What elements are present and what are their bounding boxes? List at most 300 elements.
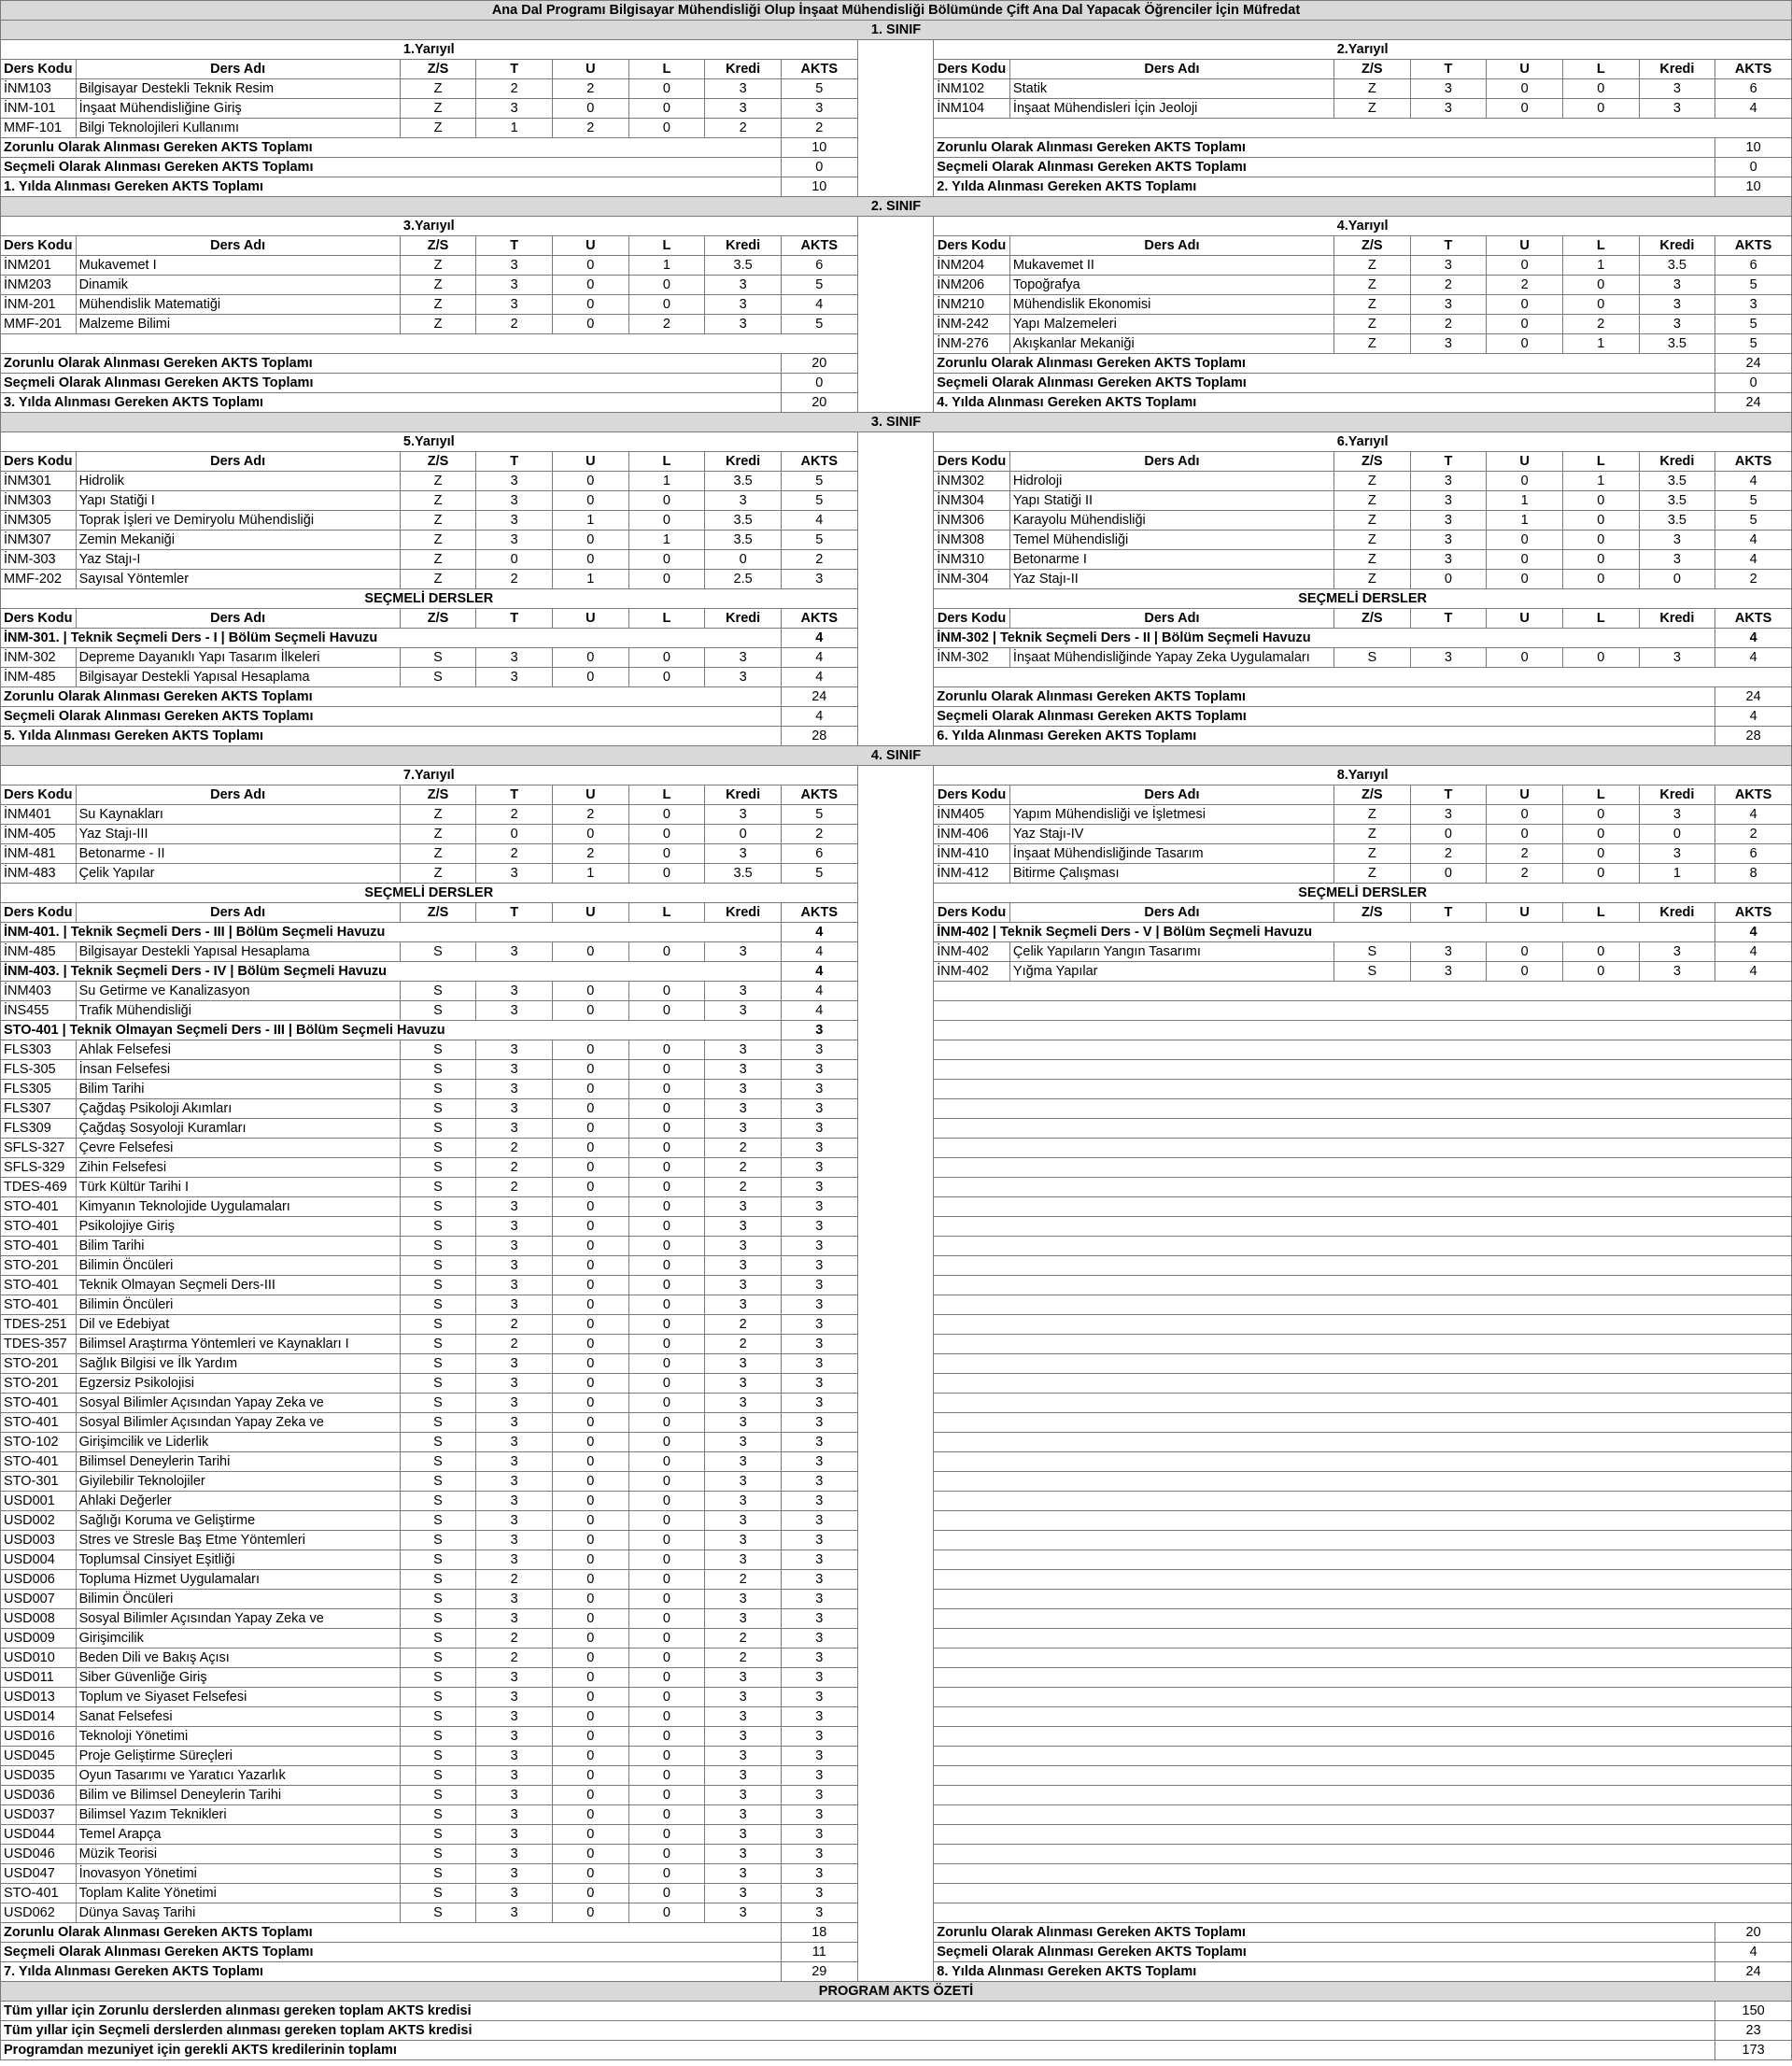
course-code: STO-102: [1, 1433, 77, 1452]
course-name: Oyun Tasarımı ve Yaratıcı Yazarlık: [76, 1766, 400, 1786]
column-header: Ders Kodu: [934, 785, 1010, 805]
akts: 3: [781, 1903, 857, 1923]
practice-hours: 0: [552, 1452, 628, 1472]
column-header: Ders Kodu: [1, 609, 77, 629]
sheet-row: [1, 60, 1792, 79]
theory-hours: 3: [1410, 99, 1487, 119]
theory-hours: 3: [476, 1276, 553, 1295]
lab-hours: 0: [628, 511, 705, 531]
course-type: S: [400, 1256, 476, 1276]
column-header: AKTS: [1715, 452, 1792, 472]
summary-label: Tüm yıllar için Seçmeli derslerden alınması gereken toplam AKTS kredisi: [1, 2021, 1715, 2041]
practice-hours: 0: [552, 1550, 628, 1570]
semester-title: 7.Yarıyıl: [1, 766, 858, 785]
akts: 5: [781, 472, 857, 491]
credit: 3: [1639, 962, 1715, 982]
lab-hours: 0: [628, 1747, 705, 1766]
theory-hours: 2: [476, 1629, 553, 1649]
course-type: S: [400, 1335, 476, 1354]
course-name: Bilimin Öncüleri: [76, 1256, 400, 1276]
page-title: Ana Dal Programı Bilgisayar Mühendisliği Olup İnşaat Mühendisliği Bölümünde Çift Ana Dal Yapacak Öğrenciler İçin Müfredat: [1, 1, 1792, 21]
sheet-row: [1, 452, 1792, 472]
sheet-row: [1, 511, 1792, 531]
course-type: S: [400, 1766, 476, 1786]
course-type: Z: [400, 295, 476, 315]
course-name: Dinamik: [76, 276, 400, 295]
credit: 3: [705, 1452, 782, 1472]
course-type: S: [400, 1237, 476, 1256]
sheet-row: [1, 1119, 1792, 1139]
practice-hours: 0: [552, 1492, 628, 1511]
akts: 5: [1715, 491, 1792, 511]
akts: 6: [1715, 844, 1792, 864]
sheet-row: [1, 1080, 1792, 1099]
credit: 3: [705, 1001, 782, 1021]
course-code: USD047: [1, 1864, 77, 1884]
empty-row: [934, 1688, 1792, 1707]
course-type: Z: [400, 256, 476, 276]
credit: 3: [705, 79, 782, 99]
credit: 3: [705, 1276, 782, 1295]
akts: 3: [1715, 295, 1792, 315]
theory-hours: 3: [476, 1295, 553, 1315]
practice-hours: 0: [552, 1040, 628, 1060]
empty-row: [934, 1472, 1792, 1492]
course-code: STO-201: [1, 1354, 77, 1374]
practice-hours: 2: [1487, 844, 1563, 864]
sheet-row: [1, 119, 1792, 138]
credit: 3: [705, 1511, 782, 1531]
akts: 4: [781, 511, 857, 531]
course-type: S: [400, 1080, 476, 1099]
akts: 5: [781, 531, 857, 550]
practice-hours: 0: [1487, 805, 1563, 825]
course-type: S: [400, 1825, 476, 1845]
course-name: Betonarme I: [1009, 550, 1333, 570]
sheet-row: [1, 1256, 1792, 1276]
course-name: Yaz Stajı-III: [76, 825, 400, 844]
lab-hours: 0: [628, 1197, 705, 1217]
year-total-value: 28: [1715, 727, 1792, 746]
sheet-row: [1, 374, 1792, 393]
column-header: Ders Kodu: [1, 903, 77, 923]
credit: 3: [705, 1080, 782, 1099]
course-code: İNM-410: [934, 844, 1010, 864]
column-header: U: [552, 903, 628, 923]
credit: 3: [705, 1492, 782, 1511]
column-header: T: [476, 60, 553, 79]
column-gap: [857, 1570, 934, 1590]
course-name: Ahlaki Değerler: [76, 1492, 400, 1511]
sheet-row: [1, 1786, 1792, 1805]
sheet-row: [1, 1707, 1792, 1727]
akts: 3: [781, 1315, 857, 1335]
lab-hours: 0: [628, 1099, 705, 1119]
practice-hours: 0: [1487, 295, 1563, 315]
course-type: Z: [400, 805, 476, 825]
column-header: T: [1410, 903, 1487, 923]
lab-hours: 0: [1562, 99, 1639, 119]
column-header: Kredi: [705, 60, 782, 79]
column-header: L: [1562, 785, 1639, 805]
course-code: USD004: [1, 1550, 77, 1570]
column-gap: [857, 648, 934, 668]
empty-row: [934, 1786, 1792, 1805]
column-gap: [857, 354, 934, 374]
column-header: Z/S: [1333, 785, 1410, 805]
elective-pool-akts: 4: [1715, 923, 1792, 942]
course-type: Z: [1333, 825, 1410, 844]
theory-hours: 3: [476, 1590, 553, 1609]
practice-hours: 1: [552, 511, 628, 531]
lab-hours: 0: [628, 1570, 705, 1590]
class-year-header: 1. SINIF: [1, 21, 1792, 40]
akts: 3: [781, 1845, 857, 1864]
empty-row: [934, 1511, 1792, 1531]
lab-hours: 0: [628, 825, 705, 844]
lab-hours: 0: [628, 570, 705, 589]
theory-hours: 0: [1410, 825, 1487, 844]
course-name: Bilgisayar Destekli Teknik Resim: [76, 79, 400, 99]
sheet-row: [1, 1276, 1792, 1295]
practice-hours: 0: [552, 1001, 628, 1021]
lab-hours: 0: [628, 119, 705, 138]
lab-hours: 0: [628, 942, 705, 962]
credit: 3: [705, 99, 782, 119]
akts: 3: [781, 1825, 857, 1845]
column-header: AKTS: [1715, 785, 1792, 805]
empty-row: [934, 1256, 1792, 1276]
course-code: İNM-405: [1, 825, 77, 844]
course-code: USD002: [1, 1511, 77, 1531]
empty-row: [934, 1139, 1792, 1158]
course-code: İNM104: [934, 99, 1010, 119]
credit: 3: [705, 1884, 782, 1903]
theory-hours: 3: [476, 1099, 553, 1119]
theory-hours: 3: [476, 1452, 553, 1472]
column-gap: [857, 1433, 934, 1452]
course-code: İNM405: [934, 805, 1010, 825]
lab-hours: 0: [628, 864, 705, 884]
akts: 3: [781, 1040, 857, 1060]
course-name: Bilgi Teknolojileri Kullanımı: [76, 119, 400, 138]
column-gap: [857, 923, 934, 942]
sheet-row: [1, 805, 1792, 825]
column-header: Kredi: [1639, 452, 1715, 472]
course-type: S: [400, 1570, 476, 1590]
practice-hours: 0: [1487, 79, 1563, 99]
year-total-label: 1. Yılda Alınması Gereken AKTS Toplamı: [1, 177, 782, 197]
column-header: L: [628, 60, 705, 79]
theory-hours: 3: [476, 1550, 553, 1570]
credit: 3: [705, 1766, 782, 1786]
practice-hours: 0: [552, 1884, 628, 1903]
credit: 3: [705, 1668, 782, 1688]
course-type: Z: [1333, 511, 1410, 531]
year-total-value: 24: [1715, 1962, 1792, 1982]
sheet-row: [1, 491, 1792, 511]
column-header: Ders Adı: [1009, 236, 1333, 256]
sheet-row: [1, 825, 1792, 844]
theory-hours: 0: [476, 550, 553, 570]
empty-row: [934, 1805, 1792, 1825]
practice-hours: 0: [552, 99, 628, 119]
course-type: Z: [1333, 844, 1410, 864]
course-type: Z: [400, 315, 476, 334]
course-name: Bilimsel Deneylerin Tarihi: [76, 1452, 400, 1472]
course-code: İNM102: [934, 79, 1010, 99]
lab-hours: 0: [628, 1550, 705, 1570]
course-type: S: [400, 1452, 476, 1472]
course-code: STO-401: [1, 1394, 77, 1413]
sheet-row: [1, 1139, 1792, 1158]
column-gap: [857, 60, 934, 79]
sheet-row: [1, 2002, 1792, 2021]
lab-hours: 0: [628, 1335, 705, 1354]
course-code: İNM206: [934, 276, 1010, 295]
course-type: Z: [1333, 256, 1410, 276]
elective-pool-akts: 4: [781, 629, 857, 648]
akts: 5: [1715, 276, 1792, 295]
empty-row: [934, 668, 1792, 687]
course-type: S: [400, 1727, 476, 1747]
course-code: FLS309: [1, 1119, 77, 1139]
theory-hours: 3: [476, 256, 553, 276]
elective-total-value: 0: [1715, 158, 1792, 177]
column-gap: [857, 1021, 934, 1040]
theory-hours: 2: [476, 79, 553, 99]
lab-hours: 0: [628, 1688, 705, 1707]
course-name: Sayısal Yöntemler: [76, 570, 400, 589]
akts: 3: [781, 1295, 857, 1315]
elective-pool-akts: 3: [781, 1021, 857, 1040]
sheet-row: [1, 531, 1792, 550]
sheet-row: [1, 1433, 1792, 1452]
column-gap: [857, 1727, 934, 1747]
column-gap: [857, 276, 934, 295]
sheet-row: [1, 1021, 1792, 1040]
column-header: AKTS: [781, 236, 857, 256]
sheet-row: [1, 884, 1792, 903]
course-name: Bilimin Öncüleri: [76, 1590, 400, 1609]
practice-hours: 0: [1487, 531, 1563, 550]
theory-hours: 3: [476, 1845, 553, 1864]
practice-hours: 0: [1487, 648, 1563, 668]
practice-hours: 0: [552, 1394, 628, 1413]
elective-pool-title: İNM-403. | Teknik Seçmeli Ders - IV | Bölüm Seçmeli Havuzu: [1, 962, 782, 982]
credit: 3: [705, 1256, 782, 1276]
theory-hours: 2: [476, 1570, 553, 1590]
credit: 2: [705, 1570, 782, 1590]
credit: 3: [705, 668, 782, 687]
theory-hours: 3: [476, 531, 553, 550]
course-type: S: [400, 1609, 476, 1629]
akts: 4: [781, 982, 857, 1001]
elective-total-value: 0: [1715, 374, 1792, 393]
practice-hours: 0: [552, 1158, 628, 1178]
theory-hours: 2: [476, 805, 553, 825]
column-gap: [857, 1786, 934, 1805]
course-name: Egzersiz Psikolojisi: [76, 1374, 400, 1394]
course-code: USD001: [1, 1492, 77, 1511]
akts: 3: [781, 99, 857, 119]
credit: 3: [705, 1472, 782, 1492]
column-gap: [857, 1197, 934, 1217]
column-header: Ders Adı: [76, 785, 400, 805]
column-header: T: [476, 236, 553, 256]
practice-hours: 0: [552, 1786, 628, 1805]
elective-total-label: Seçmeli Olarak Alınması Gereken AKTS Toplamı: [934, 1943, 1715, 1962]
theory-hours: 3: [476, 1688, 553, 1707]
credit: 3.5: [705, 511, 782, 531]
empty-row: [934, 1766, 1792, 1786]
course-type: S: [400, 1413, 476, 1433]
empty-row: [934, 1825, 1792, 1845]
credit: 3.5: [1639, 491, 1715, 511]
column-gap: [857, 707, 934, 727]
theory-hours: 3: [1410, 962, 1487, 982]
course-type: S: [400, 1864, 476, 1884]
sheet-row: [1, 1805, 1792, 1825]
sheet-row: [1, 1335, 1792, 1354]
summary-value: 150: [1715, 2002, 1792, 2021]
year-total-label: 4. Yılda Alınması Gereken AKTS Toplamı: [934, 393, 1715, 413]
credit: 3: [705, 1197, 782, 1217]
akts: 3: [781, 1276, 857, 1295]
course-code: İNM103: [1, 79, 77, 99]
course-type: S: [400, 1295, 476, 1315]
course-name: Yaz Stajı-II: [1009, 570, 1333, 589]
column-gap: [857, 766, 934, 785]
mandatory-total-label: Zorunlu Olarak Alınması Gereken AKTS Toplamı: [1, 1923, 782, 1943]
semester-title: 6.Yarıyıl: [934, 432, 1792, 452]
course-type: S: [400, 648, 476, 668]
column-gap: [857, 570, 934, 589]
sheet-row: [1, 1550, 1792, 1570]
sheet-row: [1, 1, 1792, 21]
practice-hours: 0: [552, 982, 628, 1001]
course-type: Z: [1333, 550, 1410, 570]
column-header: Ders Adı: [1009, 785, 1333, 805]
course-code: STO-401: [1, 1237, 77, 1256]
sheet-row: [1, 1688, 1792, 1707]
theory-hours: 2: [476, 315, 553, 334]
akts: 5: [781, 864, 857, 884]
theory-hours: 3: [476, 99, 553, 119]
course-code: İNM-412: [934, 864, 1010, 884]
theory-hours: 2: [476, 1139, 553, 1158]
column-header: U: [552, 60, 628, 79]
sheet-row: [1, 79, 1792, 99]
column-gap: [857, 1413, 934, 1433]
sheet-row: [1, 550, 1792, 570]
practice-hours: 0: [552, 1688, 628, 1707]
sheet-row: [1, 1158, 1792, 1178]
lab-hours: 0: [628, 550, 705, 570]
course-code: İNM-201: [1, 295, 77, 315]
sheet-row: [1, 1923, 1792, 1943]
course-code: FLS305: [1, 1080, 77, 1099]
practice-hours: 0: [552, 1531, 628, 1550]
akts: 4: [1715, 99, 1792, 119]
empty-row: [934, 1080, 1792, 1099]
lab-hours: 0: [628, 1609, 705, 1629]
mandatory-total-value: 24: [1715, 687, 1792, 707]
column-gap: [857, 1707, 934, 1727]
year-total-value: 10: [1715, 177, 1792, 197]
course-name: Bilim ve Bilimsel Deneylerin Tarihi: [76, 1786, 400, 1805]
column-header: U: [1487, 60, 1563, 79]
sheet-row: [1, 236, 1792, 256]
column-header: AKTS: [1715, 60, 1792, 79]
credit: 2.5: [705, 570, 782, 589]
column-header: T: [1410, 452, 1487, 472]
column-header: L: [628, 785, 705, 805]
akts: 3: [781, 1727, 857, 1747]
column-header: Kredi: [1639, 60, 1715, 79]
course-type: S: [1333, 962, 1410, 982]
theory-hours: 3: [476, 1060, 553, 1080]
elective-pool-akts: 4: [781, 962, 857, 982]
course-name: Bilimsel Araştırma Yöntemleri ve Kaynakları I: [76, 1335, 400, 1354]
practice-hours: 2: [552, 844, 628, 864]
course-name: Yapı Statiği I: [76, 491, 400, 511]
course-name: Zemin Mekaniği: [76, 531, 400, 550]
sheet-row: [1, 785, 1792, 805]
lab-hours: 0: [628, 1040, 705, 1060]
column-gap: [857, 177, 934, 197]
lab-hours: 0: [628, 668, 705, 687]
lab-hours: 0: [1562, 864, 1639, 884]
theory-hours: 3: [1410, 511, 1487, 531]
column-header: AKTS: [1715, 903, 1792, 923]
theory-hours: 3: [1410, 79, 1487, 99]
empty-row: [934, 1492, 1792, 1511]
akts: 6: [1715, 256, 1792, 276]
lab-hours: 0: [628, 1727, 705, 1747]
column-header: Ders Adı: [76, 452, 400, 472]
column-gap: [857, 903, 934, 923]
course-name: Akışkanlar Mekaniği: [1009, 334, 1333, 354]
empty-row: [934, 1727, 1792, 1747]
column-gap: [857, 99, 934, 119]
elective-total-value: 0: [781, 158, 857, 177]
year-total-value: 29: [781, 1962, 857, 1982]
course-name: Yapı Statiği II: [1009, 491, 1333, 511]
course-type: S: [400, 1649, 476, 1668]
course-code: USD035: [1, 1766, 77, 1786]
sheet-row: [1, 903, 1792, 923]
course-code: USD037: [1, 1805, 77, 1825]
theory-hours: 3: [476, 1668, 553, 1688]
column-gap: [857, 982, 934, 1001]
course-type: S: [400, 1903, 476, 1923]
akts: 4: [781, 1001, 857, 1021]
elective-pool-title: İNM-402 | Teknik Seçmeli Ders - V | Bölüm Seçmeli Havuzu: [934, 923, 1715, 942]
akts: 5: [781, 805, 857, 825]
course-code: İNM-302: [1, 648, 77, 668]
column-header: L: [1562, 60, 1639, 79]
sheet-row: [1, 1864, 1792, 1884]
sheet-row: [1, 1099, 1792, 1119]
year-total-label: 6. Yılda Alınması Gereken AKTS Toplamı: [934, 727, 1715, 746]
column-header: L: [1562, 903, 1639, 923]
course-name: Toprak İşleri ve Demiryolu Mühendisliği: [76, 511, 400, 531]
sheet-row: [1, 844, 1792, 864]
practice-hours: 0: [552, 1237, 628, 1256]
lab-hours: 0: [628, 1276, 705, 1295]
practice-hours: 0: [552, 942, 628, 962]
